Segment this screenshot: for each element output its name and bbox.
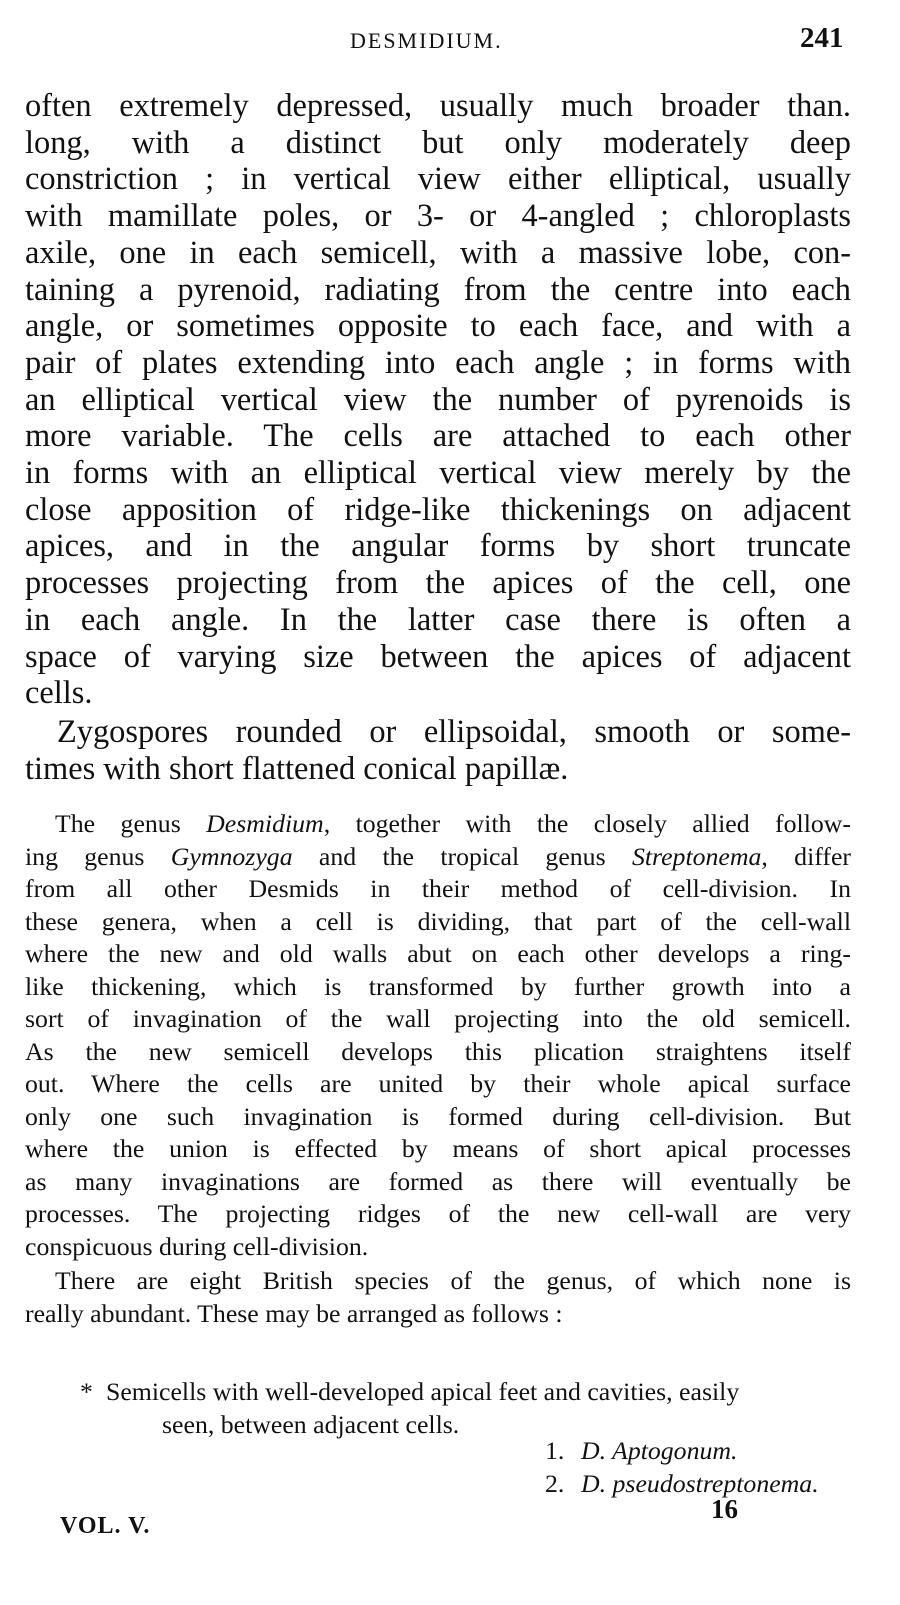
description-line: in each angle. In the latter case there is often a xyxy=(25,601,851,638)
species-intro-line: There are eight British species of the genus, of which none is xyxy=(55,1266,851,1295)
commentary-text: , together with the closely allied follow- xyxy=(323,809,851,838)
key-continuation: seen, between adjacent cells. xyxy=(162,1409,460,1439)
species-name: D. pseudostreptonema. xyxy=(581,1468,819,1498)
commentary-line: where the new and old walls abut on each other develops a ring- xyxy=(25,939,851,968)
genus-name-streptonema: Streptonema xyxy=(631,841,762,871)
zygospore-line: times with short flattened conical papillæ. xyxy=(25,750,569,787)
volume-label: VOL. V. xyxy=(60,1513,151,1539)
zygospore-paragraph xyxy=(25,714,851,787)
species-name: D. Aptogonum. xyxy=(581,1436,738,1465)
commentary-line: conspicuous during cell-division. xyxy=(25,1231,369,1261)
description-line: an elliptical vertical view the number of pyrenoids is xyxy=(25,381,851,418)
zygospore-line: Zygospores rounded or ellipsoidal, smooth or some- xyxy=(57,714,851,750)
species-intro-line: really abundant. These may be arranged as follows : xyxy=(25,1298,563,1328)
description-line: in forms with an elliptical vertical view merely by the xyxy=(25,455,851,492)
commentary-paragraph xyxy=(25,808,851,1263)
description-line: space of varying size between the apices of adjacent xyxy=(25,638,851,675)
commentary-text: , differ xyxy=(761,841,851,871)
commentary-line: like thickening, which is transformed by further growth into a xyxy=(25,971,851,1001)
description-line: apices, and in the angular forms by short truncate xyxy=(25,528,851,565)
description-line: pair of plates extending into each angle ; in forms with xyxy=(25,344,851,381)
commentary-line: sort of invagination of the wall projecting into the old semicell. xyxy=(25,1004,851,1033)
genus-description xyxy=(25,88,851,712)
species-number: 1. xyxy=(545,1436,565,1465)
key-heading xyxy=(80,1376,852,1409)
commentary-line: As the new semicell develops this plication straightens itself xyxy=(25,1036,851,1066)
commentary-line: only one such invagination is formed during cell-division. But xyxy=(25,1101,851,1131)
species-number: 2. xyxy=(545,1468,565,1498)
description-line: with mamillate poles, or 3- or 4-angled ; chloroplasts xyxy=(25,198,851,235)
description-line: constriction ; in vertical view either elliptical, usually xyxy=(25,161,851,198)
description-line: long, with a distinct but only moderately deep xyxy=(25,124,851,161)
commentary-line xyxy=(25,808,851,841)
running-head xyxy=(0,22,900,62)
description-line: axile, one in each semicell, with a massive lobe, con- xyxy=(25,234,851,271)
description-line: taining a pyrenoid, radiating from the centre into each xyxy=(25,271,851,308)
species-entry xyxy=(545,1468,819,1501)
species-key xyxy=(80,1376,852,1441)
commentary-text: ing genus xyxy=(25,841,171,871)
species-list xyxy=(545,1435,819,1500)
commentary-line: as many invaginations are formed as there will eventually be xyxy=(25,1166,851,1196)
description-line: more variable. The cells are attached to each other xyxy=(25,418,851,455)
commentary-line: these genera, when a cell is dividing, that part of the cell-wall xyxy=(25,906,851,936)
key-heading-text: Semicells with well-developed apical feet and cavities, easily xyxy=(106,1377,740,1406)
page-number: 241 xyxy=(800,22,844,54)
commentary-text: The genus xyxy=(55,809,207,838)
running-title: DESMIDIUM. xyxy=(350,28,503,53)
description-line: close apposition of ridge-like thickenings on adjacent xyxy=(25,491,851,528)
asterisk-marker: * xyxy=(80,1377,93,1406)
commentary-line: processes. The projecting ridges of the new cell-wall are very xyxy=(25,1199,851,1228)
species-entry xyxy=(545,1435,819,1468)
genus-name-desmidium: Desmidium xyxy=(206,809,324,838)
commentary-line: from all other Desmids in their method of cell-division. In xyxy=(25,874,851,903)
commentary-line: where the union is effected by means of short apical processes xyxy=(25,1134,851,1163)
description-line: angle, or sometimes opposite to each face, and with a xyxy=(25,308,851,345)
signature-mark: 16 xyxy=(711,1494,738,1524)
commentary-text: and the tropical genus xyxy=(292,841,632,871)
description-line: cells. xyxy=(25,675,93,712)
commentary-line xyxy=(25,841,851,874)
species-intro-paragraph xyxy=(25,1265,851,1330)
genus-name-gymnozyga: Gymnozyga xyxy=(170,841,293,871)
description-line: processes projecting from the apices of the cell, one xyxy=(25,565,851,602)
commentary-line: out. Where the cells are united by their whole apical surface xyxy=(25,1069,851,1098)
description-line: often extremely depressed, usually much broader than. xyxy=(25,88,851,124)
